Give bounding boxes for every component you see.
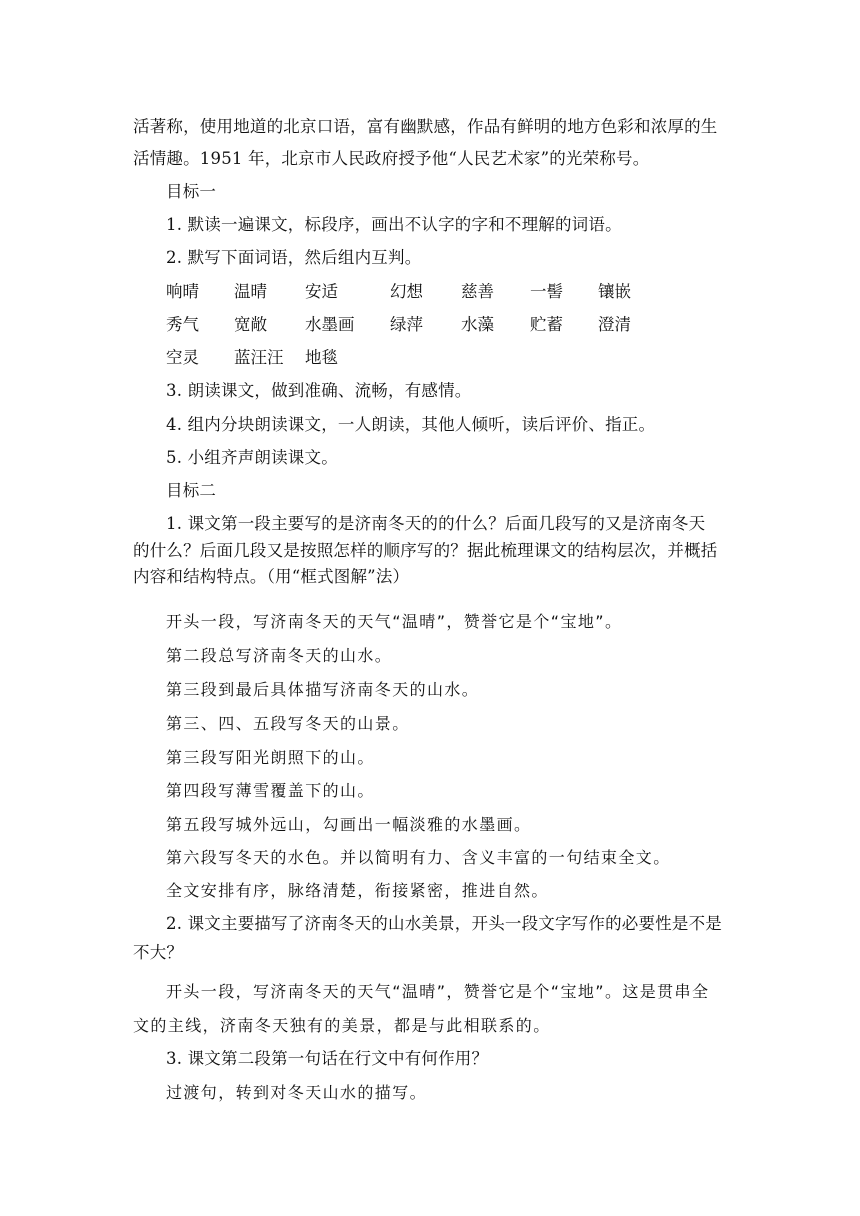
goal1-item-1: 1. 默读一遍课文，标段序，画出不认字的字和不理解的词语。	[166, 215, 622, 234]
goal2-question-2-line-1: 2. 课文主要描写了济南冬天的山水美景，开头一段文字写作的必要性是不是	[166, 914, 722, 933]
word-item: 响晴	[166, 282, 199, 301]
goal2-question-1-line-1: 1. 课文第一段主要写的是济南冬天的的什么？后面几段写的又是济南冬天	[166, 514, 706, 533]
goal2-answer-2-line-1: 开头一段，写济南冬天的天气“温晴”，赞誉它是个“宝地”。这是贯串全	[166, 982, 710, 1001]
goal2-answer-1-line: 第三段写阳光朗照下的山。	[166, 748, 375, 767]
word-item: 宽敞	[234, 315, 267, 334]
goal2-heading: 目标二	[166, 481, 217, 500]
word-item: 幻想	[390, 282, 423, 301]
goal1-heading: 目标一	[166, 182, 217, 201]
word-item: 地毯	[305, 348, 338, 367]
word-item: 水藻	[461, 315, 494, 334]
goal2-question-1-line-2: 的什么？后面几段又是按照怎样的顺序写的？据此梳理课文的结构层次，并概括	[133, 541, 718, 560]
goal2-answer-1-line: 第四段写薄雪覆盖下的山。	[166, 781, 375, 800]
goal2-answer-1-line: 第三段到最后具体描写济南冬天的山水。	[166, 680, 480, 699]
word-item: 秀气	[166, 315, 199, 334]
word-item: 绿萍	[390, 315, 423, 334]
intro-line-1: 活著称，使用地道的北京口语，富有幽默感，作品有鲜明的地方色彩和浓厚的生	[133, 117, 718, 136]
goal2-question-2-line-2: 不大？	[133, 943, 184, 962]
word-item: 慈善	[461, 282, 494, 301]
intro-line-2: 活情趣。1951 年，北京市人民政府授予他“人民艺术家”的光荣称号。	[133, 149, 650, 168]
goal2-answer-3: 过渡句，转到对冬天山水的描写。	[166, 1083, 428, 1102]
goal2-answer-1-line: 第三、四、五段写冬天的山景。	[166, 714, 410, 733]
word-item: 水墨画	[305, 315, 355, 334]
goal1-item-5: 5. 小组齐声朗读课文。	[166, 448, 338, 467]
word-item: 温晴	[234, 282, 267, 301]
goal1-item-3: 3. 朗读课文，做到准确、流畅，有感情。	[166, 381, 472, 400]
goal2-answer-1-line: 全文安排有序，脉络清楚，衔接紧密，推进自然。	[166, 881, 549, 900]
goal1-item-4: 4. 组内分块朗读课文，一人朗读，其他人倾听，读后评价、指正。	[166, 415, 656, 434]
goal1-item-2: 2. 默写下面词语，然后组内互判。	[166, 248, 422, 267]
word-item: 镶嵌	[598, 282, 631, 301]
goal2-answer-1-line: 开头一段，写济南冬天的天气“温晴”，赞誉它是个“宝地”。	[166, 612, 623, 631]
word-item: 澄清	[598, 315, 631, 334]
word-item: 一髻	[530, 282, 563, 301]
goal2-answer-2-line-2: 文的主线，济南冬天独有的美景，都是与此相联系的。	[133, 1016, 551, 1035]
goal2-answer-1-line: 第六段写冬天的水色。并以简明有力、含义丰富的一句结束全文。	[166, 848, 671, 867]
word-item: 蓝汪汪	[234, 348, 284, 367]
goal2-question-3: 3. 课文第二段第一句话在行文中有何作用？	[166, 1049, 489, 1068]
goal2-question-1-line-3: 内容和结构特点。（用“框式图解”法）	[133, 567, 410, 586]
goal2-answer-1-line: 第五段写城外远山，勾画出一幅淡雅的水墨画。	[166, 815, 532, 834]
word-item: 贮蓄	[530, 315, 563, 334]
word-item: 空灵	[166, 348, 199, 367]
goal2-answer-1-line: 第二段总写济南冬天的山水。	[166, 646, 393, 665]
word-item: 安适	[305, 282, 338, 301]
